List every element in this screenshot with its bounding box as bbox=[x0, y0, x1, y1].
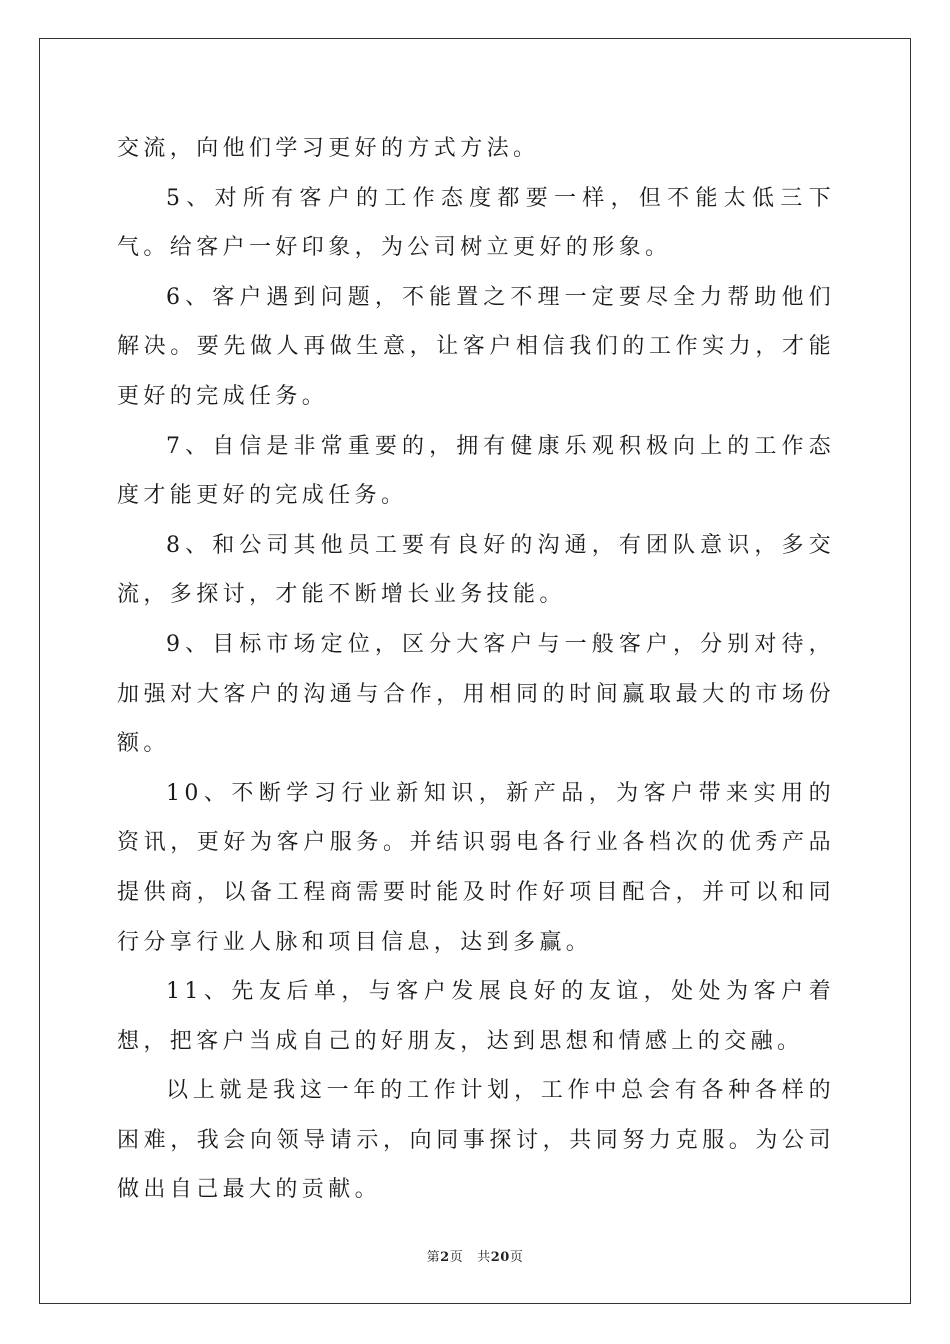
total-suffix: 页 bbox=[509, 1250, 524, 1265]
paragraph-3: 6、客户遇到问题，不能置之不理一定要尽全力帮助他们解决。要先做人再做生意，让客户相信我们的工作实力，才能更好的完成任务。 bbox=[117, 284, 835, 409]
paragraph-8: 11、先友后单，与客户发展良好的友谊，处处为客户着想，把客户当成自己的好朋友，达到思想和情感上的交融。 bbox=[117, 979, 835, 1054]
page-footer bbox=[0, 1246, 950, 1265]
paragraph-7: 10、不断学习行业新知识，新产品，为客户带来实用的资讯，更好为客户服务。并结识弱电各行业各档次的优秀产品提供商，以备工程商需要时能及时作好项目配合，并可以和同行分享行业人脉和项目信息，达到多赢。 bbox=[117, 780, 835, 955]
paragraph-4: 7、自信是非常重要的，拥有健康乐观积极向上的工作态度才能更好的完成任务。 bbox=[117, 433, 835, 509]
paragraph-1: 交流，向他们学习更好的方式方法。 bbox=[117, 136, 540, 161]
paragraph-9: 以上就是我这一年的工作计划，工作中总会有各种各样的困难，我会向领导请示，向同事探讨，共同努力克服。为公司做出自己最大的贡献。 bbox=[117, 1078, 835, 1203]
paragraph-2: 5、对所有客户的工作态度都要一样，但不能太低三下气。给客户一好印象，为公司树立更好的形象。 bbox=[117, 185, 835, 261]
total-prefix: 共 bbox=[477, 1250, 491, 1265]
document-body bbox=[117, 124, 835, 1215]
current-page-number: 2 bbox=[440, 1250, 450, 1265]
page-prefix: 第 bbox=[426, 1250, 441, 1265]
paragraph-6: 9、目标市场定位，区分大客户与一般客户，分别对待，加强对大客户的沟通与合作，用相同的时间赢取最大的市场份额。 bbox=[117, 631, 835, 757]
paragraph-5: 8、和公司其他员工要有良好的沟通，有团队意识，多交流，多探讨，才能不断增长业务技能。 bbox=[117, 532, 835, 608]
page-suffix: 页 bbox=[449, 1250, 464, 1265]
total-page-count: 20 bbox=[490, 1250, 510, 1265]
